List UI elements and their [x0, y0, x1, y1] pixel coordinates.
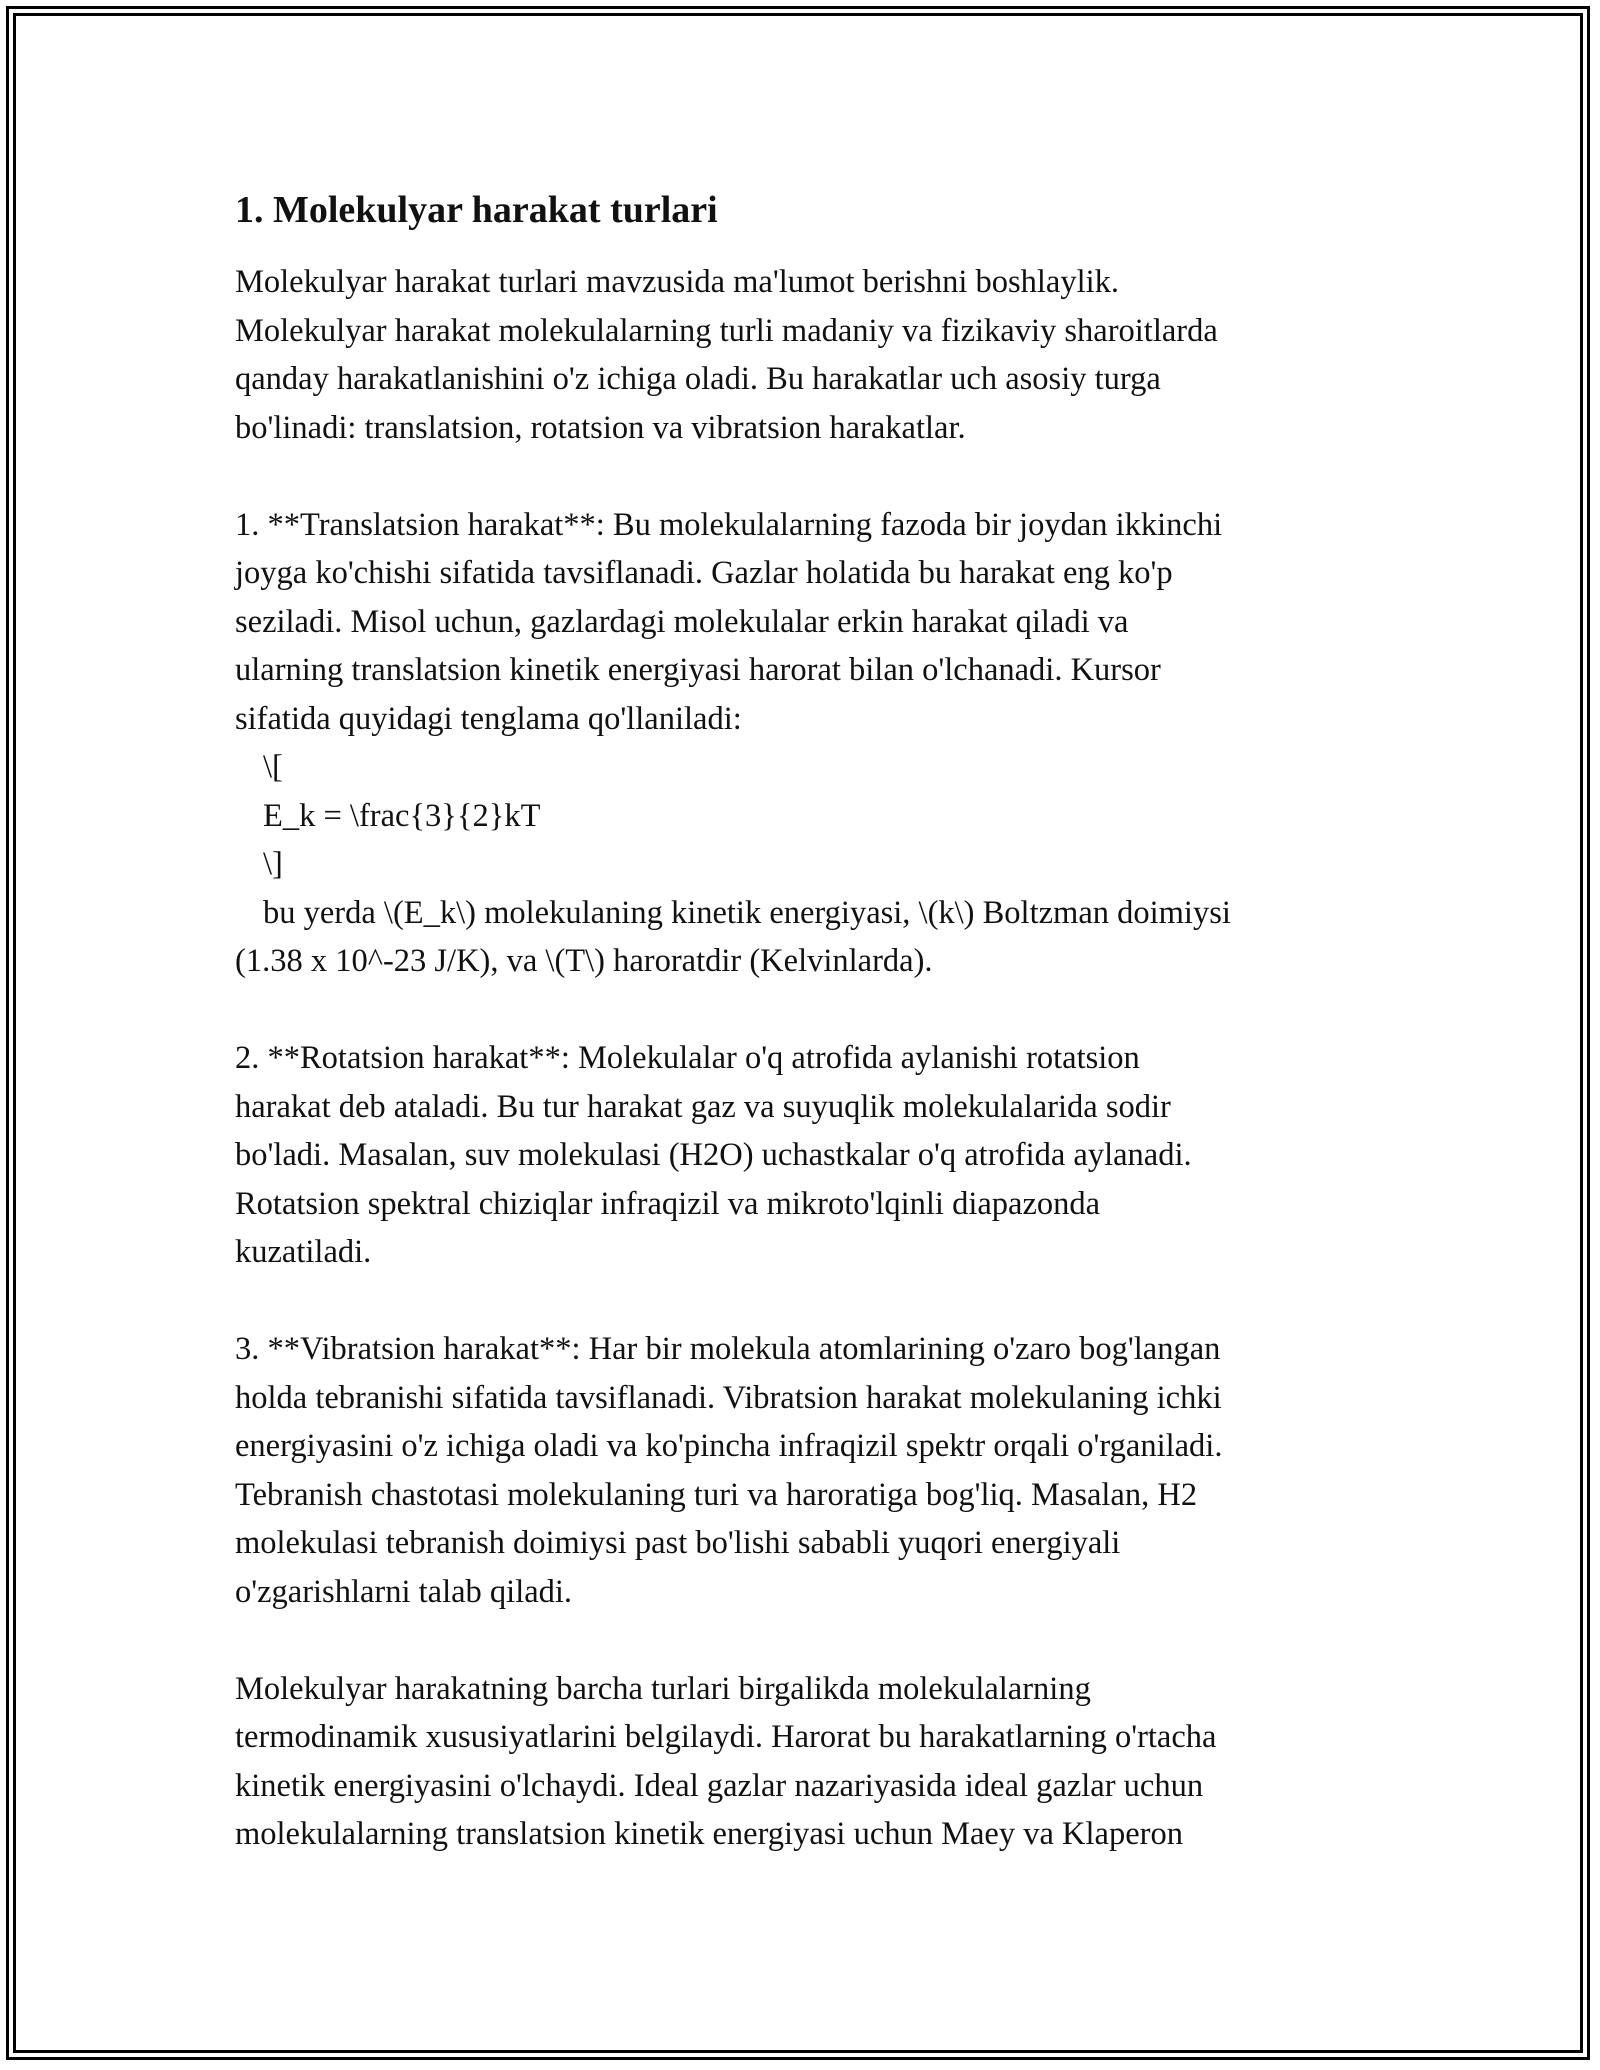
text-line: bo'linadi: translatsion, rotatsion va vibratsion harakatlar. [235, 409, 966, 446]
blank-line [235, 1277, 1365, 1326]
paragraph-text [235, 258, 1365, 1859]
text-line: Molekulyar harakat turlari mavzusida ma'lumot berishni boshlaylik. [235, 264, 1120, 300]
text-line: E_k = \frac{3}{2}kT [263, 797, 541, 834]
text-line: Rotatsion spektral chiziqlar infraqizil va mikroto'lqinli diapazonda [235, 1185, 1101, 1222]
text-line: molekulalarning translatsion kinetik energiyasi uchun Maey va Klaperon [235, 1816, 1183, 1852]
text-line: 2. **Rotatsion harakat**: Molekulalar o'q atrofida aylanishi rotatsion [235, 1040, 1140, 1076]
text-line: kuzatiladi. [235, 1234, 372, 1270]
document-body [235, 186, 1365, 1859]
text-line: \] [263, 846, 283, 882]
text-line: bu yerda \(E_k\) molekulaning kinetik energiyasi, \(k\) Boltzman doimiysi [263, 894, 1231, 931]
text-line: qanday harakatlanishini o'z ichiga oladi. Bu harakatlar uch asosiy turga [235, 361, 1161, 397]
text-line: ularning translatsion kinetik energiyasi harorat bilan o'lchanadi. Kursor [235, 652, 1161, 688]
text-line: sifatida quyidagi tenglama qo'llaniladi: [235, 700, 742, 737]
text-line: Molekulyar harakatning barcha turlari birgalikda molekulalarning [235, 1670, 1091, 1707]
blank-line [235, 452, 1365, 501]
text-line: molekulasi tebranish doimiysi past bo'lishi sababli yuqori energiyali [235, 1525, 1121, 1561]
text-line: joyga ko'chishi sifatida tavsiflanadi. Gazlar holatida bu harakat eng ko'p [235, 555, 1173, 591]
text-line: holda tebranishi sifatida tavsiflanadi. Vibratsion harakat molekulaning ichki [235, 1379, 1222, 1416]
text-line: 1. **Translatsion harakat**: Bu molekulalarning fazoda bir joydan ikkinchi [235, 506, 1223, 543]
text-line: seziladi. Misol uchun, gazlardagi molekulalar erkin harakat qiladi va [235, 603, 1129, 640]
text-line: 3. **Vibratsion harakat**: Har bir molekula atomlarining o'zaro bog'langan [235, 1331, 1221, 1367]
text-line: bo'ladi. Masalan, suv molekulasi (H2O) uchastkalar o'q atrofida aylanadi. [235, 1137, 1192, 1173]
text-line: \[ [263, 749, 283, 785]
text-line: Molekulyar harakat molekulalarning turli madaniy va fizikaviy sharoitlarda [235, 312, 1218, 349]
text-line: Tebranish chastotasi molekulaning turi va haroratiga bog'liq. Masalan, H2 [235, 1476, 1198, 1513]
text-line: o'zgarishlarni talab qiladi. [235, 1573, 573, 1610]
text-line: harakat deb ataladi. Bu tur harakat gaz va suyuqlik molekulalarida sodir [235, 1088, 1171, 1125]
text-line: termodinamik xususiyatlarini belgilaydi. Harorat bu harakatlarning o'rtacha [235, 1719, 1217, 1755]
text-line: kinetik energiyasini o'lchaydi. Ideal gazlar nazariyasida ideal gazlar uchun [235, 1767, 1204, 1804]
section-heading: 1. Molekulyar harakat turlari [235, 189, 718, 231]
text-line: energiyasini o'z ichiga oladi va ko'pincha infraqizil spektr orqali o'rganiladi. [235, 1428, 1223, 1464]
blank-line [235, 986, 1365, 1035]
blank-line [235, 1616, 1365, 1665]
text-line: (1.38 x 10^-23 J/K), va \(T\) haroratdir (Kelvinlarda). [235, 943, 933, 979]
